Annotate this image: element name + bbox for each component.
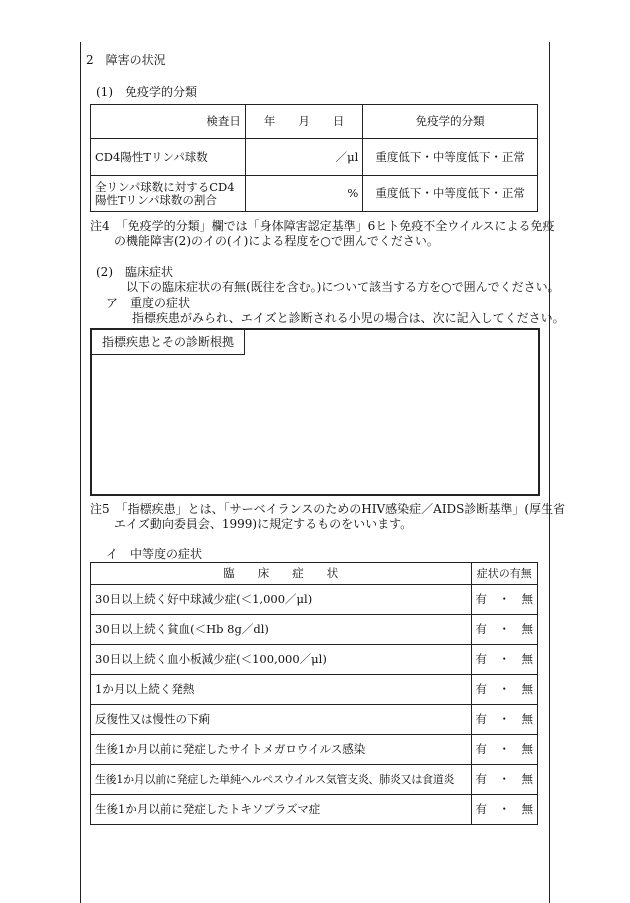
row-cd4-label: CD4陽性Tリンパ球数 — [91, 139, 246, 176]
symptom-row: 30日以上続く貧血(＜Hb 8g／dl) — [91, 615, 472, 645]
presence-choice[interactable]: 有 ・ 無 — [471, 705, 538, 735]
subsection-clinical: (2) 臨床症状 — [96, 265, 173, 279]
presence-choice[interactable]: 有 ・ 無 — [471, 585, 538, 615]
subsection-severe: ア 重度の症状 — [106, 296, 191, 310]
header-presence: 症状の有無 — [471, 563, 538, 585]
symptom-row: 生後1か月以前に発症したサイトメガロウイルス感染 — [91, 735, 472, 765]
presence-choice[interactable]: 有 ・ 無 — [471, 675, 538, 705]
presence-choice[interactable]: 有 ・ 無 — [471, 615, 538, 645]
symptom-row: 30日以上続く血小板減少症(＜100,000／μl) — [91, 645, 472, 675]
presence-choice[interactable]: 有 ・ 無 — [471, 765, 538, 795]
row-ratio-value[interactable]: % — [245, 176, 362, 212]
note-5-line1: 注5 「指標疾患」とは、「サーベイランスのためのHIV感染症／AIDS診断基準」(厚生省 — [90, 502, 566, 516]
symptom-row: 生後1か月以前に発症したトキソプラズマ症 — [91, 795, 472, 825]
presence-choice[interactable]: 有 ・ 無 — [471, 795, 538, 825]
symptom-row: 30日以上続く好中球減少症(＜1,000／μl) — [91, 585, 472, 615]
severe-description: 指標疾患がみられ、エイズと診断される小児の場合は、次に記入してください。 — [132, 311, 565, 325]
moderate-symptoms-table — [90, 562, 538, 825]
indicator-disease-label: 指標疾患とその診断根拠 — [92, 330, 245, 355]
row-cd4-value[interactable]: ／μl — [245, 139, 362, 176]
section-heading: 2 障害の状況 — [86, 53, 166, 67]
row-cd4-classification[interactable]: 重度低下・中等度低下・正常 — [363, 139, 538, 176]
presence-choice[interactable]: 有 ・ 無 — [471, 735, 538, 765]
presence-choice[interactable]: 有 ・ 無 — [471, 645, 538, 675]
note-5-line2: エイズ動向委員会、1999)に規定するものをいいます。 — [114, 517, 413, 531]
subsection-moderate: イ 中等度の症状 — [106, 547, 203, 561]
note-4-line2: の機能障害(2)のイの(イ)による程度を○で囲んでください。 — [114, 234, 439, 248]
header-classification: 免疫学的分類 — [363, 105, 538, 139]
indicator-disease-box[interactable] — [90, 328, 540, 496]
symptom-row: 生後1か月以前に発症した単純ヘルペスウイルス気管支炎、肺炎又は食道炎 — [91, 765, 472, 795]
row-ratio-classification[interactable]: 重度低下・中等度低下・正常 — [363, 176, 538, 212]
row-ratio-label: 全リンパ球数に対するCD4 陽性Tリンパ球数の割合 — [91, 176, 246, 212]
clinical-description: 以下の臨床症状の有無(既往を含む。)について該当する方を○で囲んでください。 — [126, 280, 560, 294]
immunological-table — [90, 104, 538, 212]
symptom-row: 反復性又は慢性の下痢 — [91, 705, 472, 735]
note-4-line1: 注4 「免疫学的分類」欄では「身体障害認定基準」6ヒト免疫不全ウイルスによる免疫 — [90, 219, 555, 233]
header-date-fields: 年 月 日 — [245, 105, 362, 139]
symptom-row: 1か月以上続く発熱 — [91, 675, 472, 705]
header-exam-date: 検査日 — [91, 105, 246, 139]
header-symptom: 臨 床 症 状 — [91, 563, 472, 585]
subsection-immunological: (1) 免疫学的分類 — [96, 85, 197, 99]
